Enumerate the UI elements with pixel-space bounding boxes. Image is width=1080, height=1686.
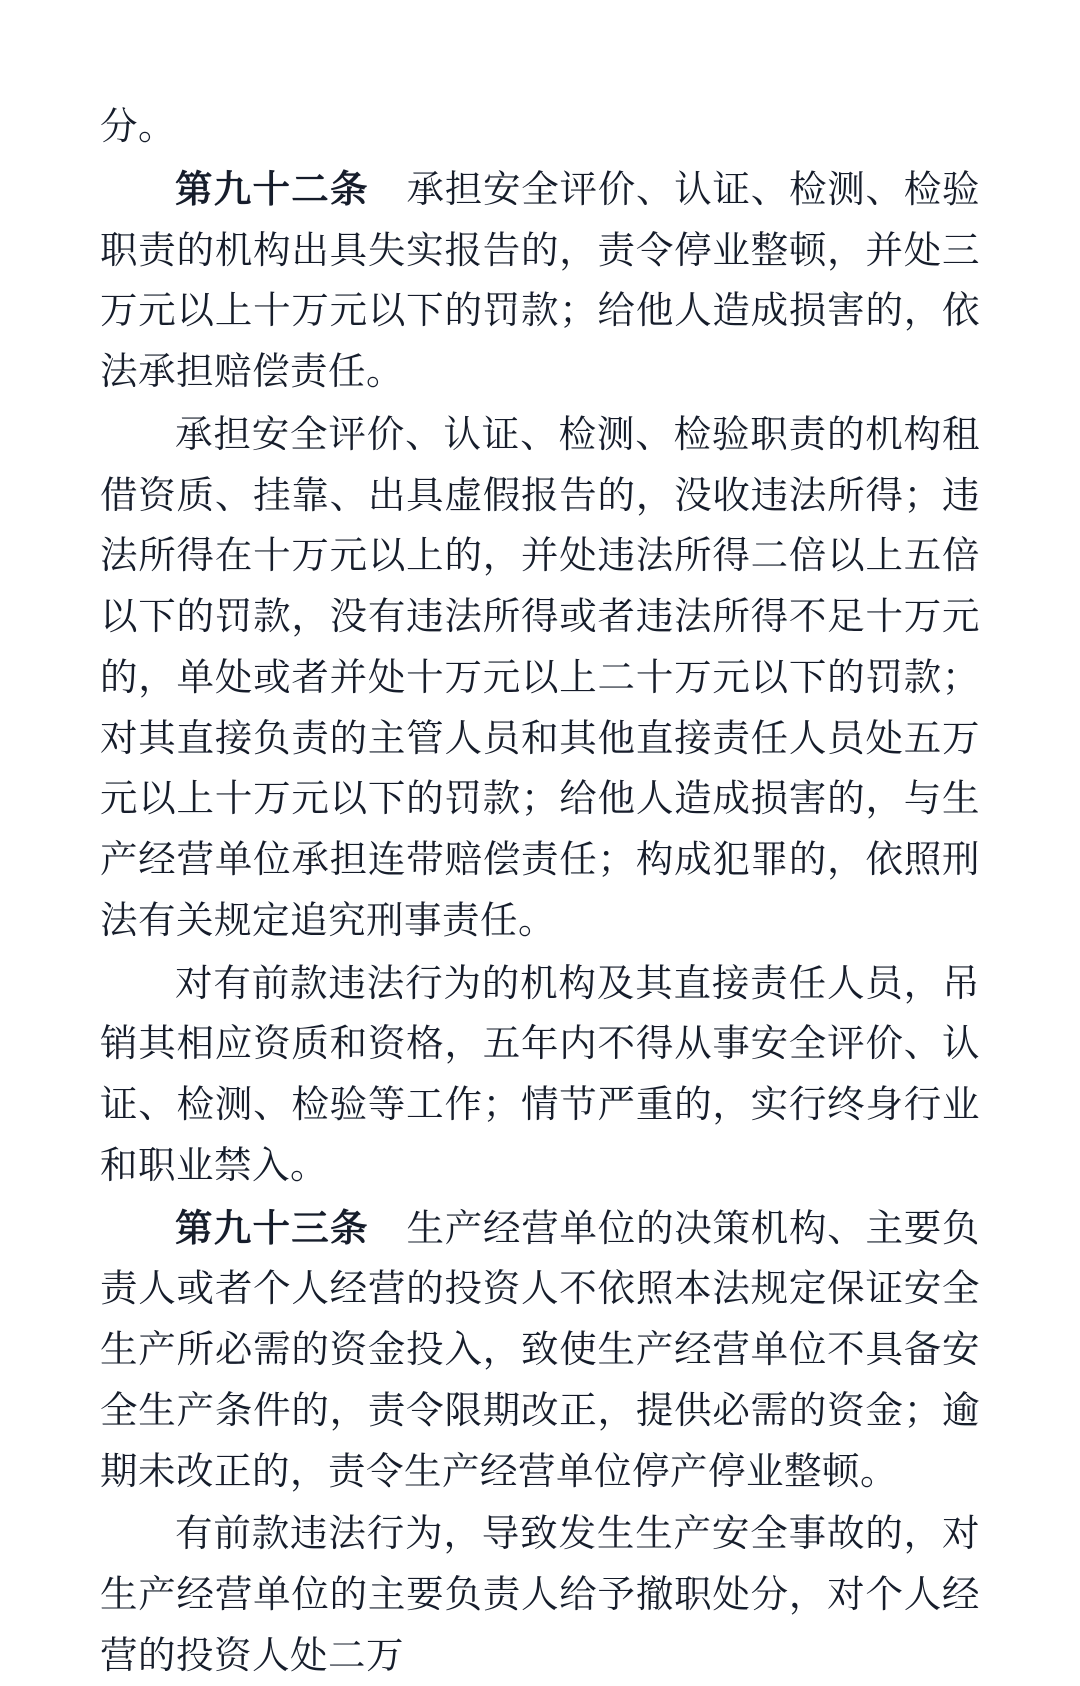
paragraph-text: 生产经营单位的决策机构、主要负责人或者个人经营的投资人不依照本法规定保证安全生产所必需的资金投入，致使生产经营单位不具备安全生产条件的，责令限期改正，提供必需的资金；逾期未改正的，责令生产经营单位停产停业整顿。 [100, 1205, 980, 1493]
paragraph-article-93-second [100, 1503, 980, 1685]
article-number-92: 第九十二条 [175, 166, 369, 211]
paragraph-continuation [100, 96, 980, 157]
paragraph-article-92-second [100, 404, 980, 951]
paragraph-text: 承担安全评价、认证、检测、检验职责的机构出具失实报告的，责令停业整顿，并处三万元以上十万元以下的罚款；给他人造成损害的，依法承担赔偿责任。 [100, 166, 980, 393]
paragraph-text: 对有前款违法行为的机构及其直接责任人员，吊销其相应资质和资格，五年内不得从事安全评价、认证、检测、检验等工作；情节严重的，实行终身行业和职业禁入。 [100, 960, 980, 1187]
paragraph-text: 分。 [100, 104, 176, 148]
paragraph-article-92-third [100, 953, 980, 1196]
paragraph-text: 有前款违法行为，导致发生生产安全事故的，对生产经营单位的主要负责人给予撤职处分，对个人经营的投资人处二万 [100, 1511, 980, 1677]
article-number-93: 第九十三条 [175, 1205, 369, 1250]
paragraph-article-93-opening [100, 1198, 980, 1502]
paragraph-article-92-opening [100, 159, 980, 402]
paragraph-text: 承担安全评价、认证、检测、检验职责的机构租借资质、挂靠、出具虚假报告的，没收违法所得；违法所得在十万元以上的，并处违法所得二倍以上五倍以下的罚款，没有违法所得或者违法所得不足十万元的，单处或者并处十万元以上二十万元以下的罚款；对其直接负责的主管人员和其他直接责任人员处五万元以上十万元以下的罚款；给他人造成损害的，与生产经营单位承担连带赔偿责任；构成犯罪的，依照刑法有关规定追究刑事责任。 [100, 411, 980, 942]
document-body [100, 96, 980, 1686]
